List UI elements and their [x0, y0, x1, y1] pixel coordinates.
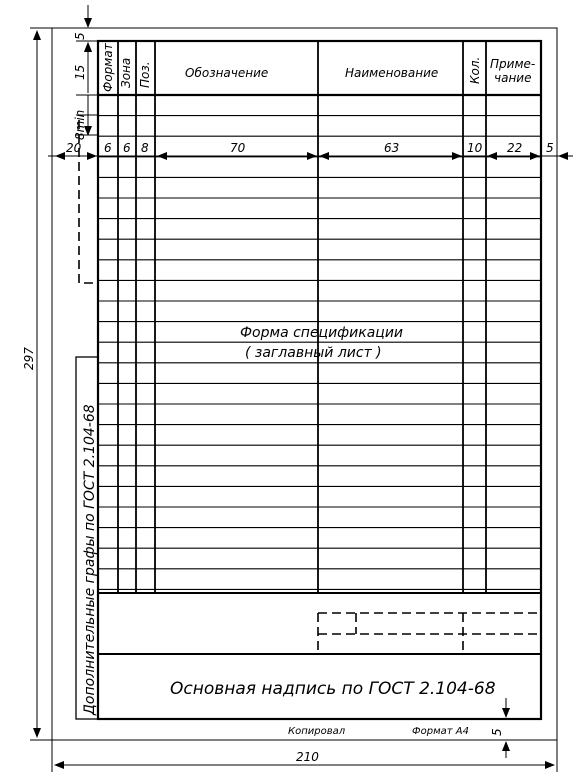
footer-format: Формат А4 — [412, 726, 469, 737]
dim-col-format: 6 — [104, 141, 112, 155]
header-pos: Поз. — [138, 61, 152, 88]
dim-col-pos: 8 — [141, 141, 149, 155]
dim-sheet-height: 297 — [22, 347, 36, 370]
dim-right-margin: 5 — [546, 141, 554, 155]
left-dashed-boundary — [79, 120, 98, 283]
side-label: Дополнительные графы по ГОСТ 2.104-68 — [82, 404, 98, 715]
dim-bottom-margin: 5 — [490, 728, 504, 736]
dim-top-margin: 5 — [73, 32, 87, 40]
header-format: Формат — [101, 43, 115, 92]
dim-left-margin: 20 — [66, 141, 82, 155]
sheet-outline — [52, 28, 557, 740]
header-note-line1: Приме- — [490, 57, 536, 71]
form-title-line2: ( заглавный лист ) — [245, 345, 382, 361]
dim-sheet-width: 210 — [296, 750, 319, 764]
title-block-dashed-box — [318, 613, 541, 654]
header-qty: Кол. — [468, 56, 482, 84]
bottom-margin-dimension — [488, 698, 520, 758]
height-dimension — [30, 28, 52, 740]
column-lines — [118, 41, 486, 593]
dim-header-height: 15 — [73, 64, 87, 80]
footer-copied: Копировал — [288, 726, 346, 737]
header-name: Наименование — [345, 66, 439, 80]
dim-col-zone: 6 — [123, 141, 131, 155]
header-zone: Зона — [119, 57, 133, 88]
form-title-line1: Форма спецификации — [240, 325, 404, 341]
dim-col-qty: 10 — [467, 141, 483, 155]
dim-col-designation: 70 — [230, 141, 246, 155]
header-note-line2: чание — [494, 71, 532, 85]
title-block-label: Основная надпись по ГОСТ 2.104-68 — [170, 679, 496, 699]
dim-col-name: 63 — [384, 141, 400, 155]
dim-row-min: 8min — [73, 109, 87, 140]
header-designation: Обозначение — [185, 66, 269, 80]
dim-col-note: 22 — [507, 141, 523, 155]
